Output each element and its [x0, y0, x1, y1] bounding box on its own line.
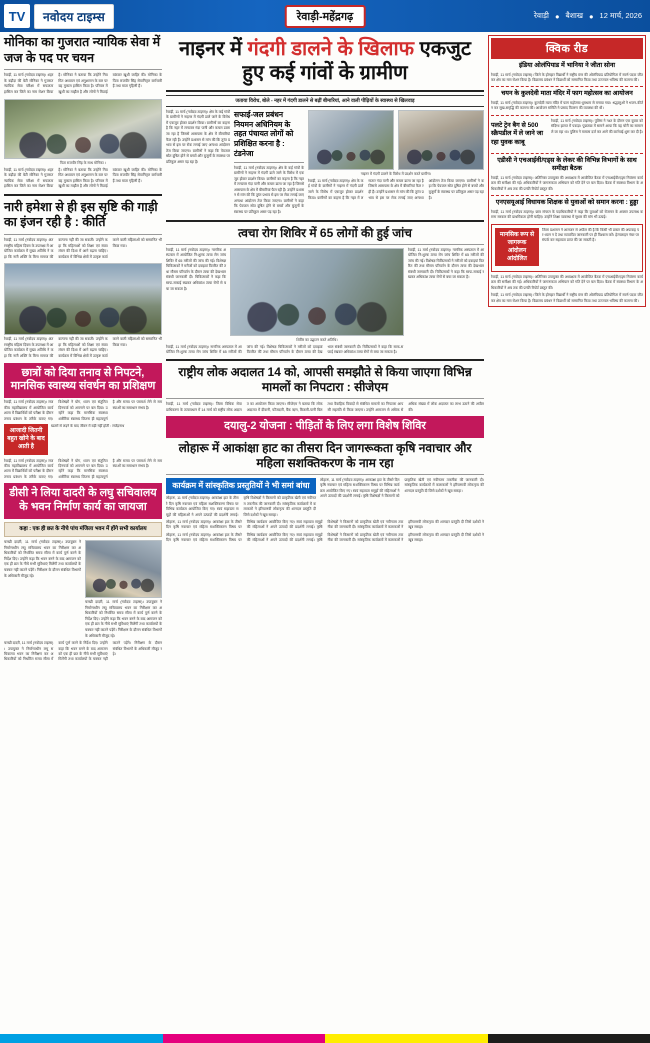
- divider-m6: [166, 474, 484, 475]
- left-lead-headline: मोनिका का गुजरात न्यायिक सेवा में जज के पद पर चयन: [4, 35, 161, 65]
- left-story4-body: चरखी दादरी, 11 मार्च (नवोदय टाइम्स)। उपायुक्त ने निर्माणाधीन लघु सचिवालय भवन का निरीक्षण कर अधिकारियों को निर्धारित समय सीमा में कार्य पूर्ण करने के निर्देश दिए। उन्होंने कहा कि भवन बनने के बाद आमजन को एक ही छत के नीचे सभी सुविधाएं मिलेंगी तथा कार्यालयों के चक्कर नहीं काटने पड़ेंगे। निरीक्षण के दौरान संबंधित विभागों के अधिकारी मौजूद रहे।: [4, 540, 81, 578]
- lohar-sub-banner: कार्यक्रम में सांस्कृतिक प्रस्तुतियों ने भी समां बांधा: [166, 478, 316, 494]
- side-note-badge: मानसिक रूप से जागरूक आंदोलन आंदोलित: [495, 228, 539, 266]
- qr-item-1-body: रेवाड़ी, 11 मार्च (नवोदय टाइम्स)। कुलदेवी माता मंदिर में फाग महोत्सव धूमधाम से मनाया गया। श्रद्धालुओं ने भजन-कीर्तन कर सुख-समृद्धि की कामना की। आयोजन समिति ने प्रसाद वितरण की व्यवस्था की थी।: [491, 101, 643, 111]
- skin-camp-caption: शिविर का उद्घाटन करते अतिथि।: [296, 337, 338, 342]
- left-banner-2: डीसी ने लिया दादरी के लघु सचिवालय के भवन निर्माण कार्य का जायजा: [4, 483, 162, 519]
- left-lead-body-cont: रेवाड़ी, 11 मार्च (नवोदय टाइम्स)। शहर के बड़ौदा की बेटी मोनिका ने गुजरात न्यायिक सेवा परीक्षा में सफलता हासिल कर जिले का नाम रोशन किया है। मोनिका ने बताया कि उन्होंने नियमित अध्ययन एवं अनुशासन के बल पर यह मुकाम हासिल किया है। परिवार में खुशी का माहौल है और लोगों ने मिठाई बांटकर खुशी जाहिर की। मोनिका के पिता राजवीर सिंह सेवानिवृत्त कर्मचारी हैं तथा माता गृहिणी हैं।: [4, 167, 162, 189]
- main-body-col3: रेवाड़ी, 11 मार्च (नवोदय टाइम्स)। क्षेत्र के कई गांवों के ग्रामीणों ने नाइनर में गंदगी डाले जाने के विरोध में एकजुट होकर प्रदर्शन किया। ग्रामीणों का कहना है कि नहर में लगातार गंदा पानी और कचरा डाला जा रहा है जिससे आसपास के क्षेत्र में बीमारियां फैल रही हैं। उन्होंने प्रशासन से मांग की कि तुरंत प्रभाव से इस पर रोक लगाई जाए अन्यथा आंदोलन तेज किया जाएगा। ग्रामीणों ने कहा कि पेयजल स्रोत दूषित होने से बच्चों और बुजुर्गों के स्वास्थ्य पर प्रतिकूल असर पड़ रहा है।: [308, 178, 484, 200]
- qr-sep-3: [491, 195, 643, 196]
- side-note-body: जिला प्रशासन ने आमजन से अपील की है कि किसी भी प्रकार की अफवाह पर ध्यान न दें तथा सत्यापित जानकारी पर ही विश्वास करें। हेल्पलाइन नंबर पर संपर्क कर सहायता प्राप्त की जा सकती है।: [542, 227, 639, 243]
- skin-camp-body-1: रेवाड़ी, 11 मार्च (नवोदय टाइम्स)। नागरिक अस्पताल में आयोजित नि:शुल्क त्वचा रोग जांच शिविर में 65 मरीजों की जांच की गई। विशेषज्ञ चिकित्सकों ने मरीजों को दवाइयां वितरित कीं तथा मौसम परिवर्तन के दौरान त्वचा की देखभाल संबंधी जानकारी दी। चिकित्सकों ने कहा कि साफ-सफाई रखकर अधिकांश त्वचा रोगों से बचा जा सकता है।: [166, 247, 226, 291]
- cmyk-yellow: [325, 1034, 488, 1043]
- left-story4-photo: [85, 540, 162, 598]
- qr-sep-0: [491, 86, 643, 87]
- masthead-dot2: ●: [589, 11, 594, 21]
- main-photo-2: [398, 110, 484, 170]
- skin-camp-photo: [230, 248, 404, 336]
- divider-m5: [166, 398, 484, 399]
- masthead-meta: [534, 11, 646, 21]
- qr-item-4-headline: एनएसयूआई विधायक शिक्षक से युवाओं को समान करना : हुड्डा: [495, 199, 639, 207]
- cmyk-black: [488, 1034, 650, 1043]
- page-content: [0, 32, 650, 1035]
- lohar-body-2: लोहारू, 11 मार्च (नवोदय टाइम्स)। आकांक्षा हाट के तीसरे दिन कृषि नवाचार एवं महिला सशक्तिकरण विषय पर विभिन्न कार्यक्रम आयोजित किए गए। स्वयं सहायता समूहों की महिलाओं ने अपने उत्पादों की प्रदर्शनी लगाई। कृषि विशेषज्ञों ने किसानों को प्राकृतिक खेती एवं नवीनतम तकनीक की जानकारी दी। सांस्कृतिक कार्यक्रमों में कलाकारों ने हरियाणवी लोकनृत्य की शानदार प्रस्तुति दी जिसे दर्शकों ने खूब सराहा।: [320, 477, 484, 499]
- lohar-headline: लोहारू में आकांक्षा हाट का तीसरा दिन जागरूकता कृषि नवाचार और महिला सशक्तिकरण के नाम रहा: [178, 440, 472, 470]
- main-photo-1: [308, 110, 394, 170]
- masthead-day: बैशाख: [565, 11, 583, 20]
- cmyk-cyan: [0, 1034, 163, 1043]
- qr-filler-body: रेवाड़ी, 11 मार्च (नवोदय टाइम्स)। अतिरिक्त उपायुक्त की अध्यक्षता में आयोजित बैठक में एचआईवी/एड्स नियंत्रण कार्यक्रम की समीक्षा की गई। अधिकारियों ने जागरूकता अभियान को गति देने पर बल दिया। बैठक में स्वास्थ्य विभाग के अधिकारियों ने अब तक की प्रगति रिपोर्ट प्रस्तुत की।: [491, 275, 643, 290]
- tv-icon: TV: [4, 4, 30, 28]
- divider-m2: [166, 220, 484, 222]
- main-body-col2: रेवाड़ी, 11 मार्च (नवोदय टाइम्स)। क्षेत्र के कई गांवों के ग्रामीणों ने नाइनर में गंदगी डाले जाने के विरोध में एकजुट होकर प्रदर्शन किया। ग्रामीणों का कहना है कि नहर में लगातार गंदा पानी और कचरा डाला जा रहा है जिससे आसपास के क्षेत्र में बीमारियां फैल रही हैं। उन्होंने प्रशासन से मांग की कि तुरंत प्रभाव से इस पर रोक लगाई जाए अन्यथा आंदोलन तेज किया जाएगा। ग्रामीणों ने कहा कि पेयजल स्रोत दूषित होने से बच्चों और बुजुर्गों के स्वास्थ्य पर प्रतिकूल असर पड़ रहा है।: [234, 165, 304, 215]
- left-story3-body: रेवाड़ी, 11 मार्च (नवोदय टाइम्स)। राजकीय महाविद्यालय में आयोजित कार्यशाला में विद्यार्थियों को परीक्षा के दौरान तनाव प्रबंधन के तरीके बताए गए। विशेषज्ञों ने योग, ध्यान एवं संतुलित दिनचर्या को अपनाने पर बल दिया। उन्होंने कहा कि मानसिक स्वास्थ्य शारीरिक स्वास्थ्य जितना ही महत्वपूर्ण है और समय पर परामर्श लेने से समस्याओं का समाधान संभव है।: [4, 400, 162, 421]
- cmyk-registration-bar: [0, 1034, 650, 1043]
- quick-read-title: क्विक रीड: [491, 38, 643, 59]
- left-story2-headline: नारी हमेशा से ही इस सृष्टि की गाड़ी का इंजन रही है : कीर्ति: [4, 199, 158, 230]
- cmyk-magenta: [163, 1034, 326, 1043]
- lohar-body-4: लोहारू, 11 मार्च (नवोदय टाइम्स)। आकांक्षा हाट के तीसरे दिन कृषि नवाचार एवं महिला सशक्तिकरण विषय पर विभिन्न कार्यक्रम आयोजित किए गए। स्वयं सहायता समूहों की महिलाओं ने अपने उत्पादों की प्रदर्शनी लगाई। कृषि विशेषज्ञों ने किसानों को प्राकृतिक खेती एवं नवीनतम तकनीक की जानकारी दी। सांस्कृतिक कार्यक्रमों में कलाकारों ने हरियाणवी लोकनृत्य की शानदार प्रस्तुति दी जिसे दर्शकों ने खूब सराहा।: [166, 532, 484, 543]
- divider-m3: [166, 244, 484, 245]
- main-headline-wrap: [166, 35, 484, 92]
- divider-2: [4, 194, 162, 196]
- left-story4-body-extra: चरखी दादरी, 11 मार्च (नवोदय टाइम्स)। उपायुक्त ने निर्माणाधीन लघु सचिवालय भवन का निरीक्षण कर अधिकारियों को निर्धारित समय सीमा में कार्य पूर्ण करने के निर्देश दिए। उन्होंने कहा कि भवन बनने के बाद आमजन को एक ही छत के नीचे सभी सुविधाएं मिलेंगी तथा कार्यालयों के चक्कर नहीं काटने पड़ेंगे। निरीक्षण के दौरान संबंधित विभागों के अधिकारी मौजूद रहे।: [4, 641, 162, 662]
- main-headline-red: गंदगी डालने के खिलाफ: [247, 38, 415, 60]
- left-lead-caption: पिता राजवीर सिंह के साथ मोनिका ।: [59, 160, 107, 165]
- lok-adalat-headline: राष्ट्रीय लोक अदालत 14 को, आपसी समझौते से किया जाएगा विभिन्न मामलों का निपटारा : सीजेएम: [178, 365, 472, 395]
- masthead-dot: ●: [555, 11, 560, 21]
- dayalu-banner: दयालु-2 योजना : पीड़ितों के लिए लगा विशेष शिविर: [166, 416, 484, 438]
- left-lead-body: रेवाड़ी, 11 मार्च (नवोदय टाइम्स)। शहर के बड़ौदा की बेटी मोनिका ने गुजरात न्यायिक सेवा परीक्षा में सफलता हासिल कर जिले का नाम रोशन किया है। मोनिका ने बताया कि उन्होंने नियमित अध्ययन एवं अनुशासन के बल पर यह मुकाम हासिल किया है। परिवार में खुशी का माहौल है और लोगों ने मिठाई बांटकर खुशी जाहिर की। मोनिका के पिता राजवीर सिंह सेवानिवृत्त कर्मचारी हैं तथा माता गृहिणी हैं।: [4, 73, 162, 94]
- divider: [4, 69, 162, 70]
- left-column: [4, 35, 162, 1031]
- right-column: [488, 35, 646, 1031]
- qr-item-2-headline: पलटे ट्रेन बैग से 500 स्क्रैपडील में ले जाने जा रहा युवक काबू: [491, 121, 544, 147]
- quick-read-box: [488, 35, 646, 307]
- qr-item-4-body: रेवाड़ी, 11 मार्च (नवोदय टाइम्स)। छात्र संगठन के पदाधिकारियों ने कहा कि युवाओं को रोजगार के अवसर उपलब्ध कराना सरकार की प्राथमिकता होनी चाहिए। उन्होंने शिक्षा व्यवस्था में सुधार की मांग भी उठाई।: [491, 209, 643, 220]
- lohar-body-1: लोहारू, 11 मार्च (नवोदय टाइम्स)। आकांक्षा हाट के तीसरे दिन कृषि नवाचार एवं महिला सशक्तिकरण विषय पर विभिन्न कार्यक्रम आयोजित किए गए। स्वयं सहायता समूहों की महिलाओं ने अपने उत्पादों की प्रदर्शनी लगाई। कृषि विशेषज्ञों ने किसानों को प्राकृतिक खेती एवं नवीनतम तकनीक की जानकारी दी। सांस्कृतिक कार्यक्रमों में कलाकारों ने हरियाणवी लोकनृत्य की शानदार प्रस्तुति दी जिसे दर्शकों ने खूब सराहा।: [166, 496, 316, 517]
- side-note: [491, 224, 643, 272]
- divider-3: [4, 234, 162, 235]
- middle-column: [166, 35, 484, 1031]
- left-quote-text: खतरों से लड़ने के बाद जीवन में बड़ी नहीं होती : राजेंद्रनाथ: [51, 424, 125, 429]
- left-banner-1: छात्रों को दिया तनाव से निपटने, मानसिक स्वास्थ्य संवर्धन का प्रशिक्षण: [4, 363, 162, 399]
- edition-badge: रेवाड़ी-महेंद्रगढ़: [285, 5, 366, 28]
- left-lead-photo: [4, 99, 162, 159]
- qr-item-2: [491, 119, 643, 150]
- divider-m1: [234, 162, 304, 163]
- main-subhead: जताया विरोध, बोले - नहर में गंदगी डालने से बढ़ीं बीमारियां, आने वाली पीढ़ियों के स्वास्थ्य से खिलवाड़: [166, 95, 484, 107]
- lohar-body-3: लोहारू, 11 मार्च (नवोदय टाइम्स)। आकांक्षा हाट के तीसरे दिन कृषि नवाचार एवं महिला सशक्तिकरण विषय पर विभिन्न कार्यक्रम आयोजित किए गए। स्वयं सहायता समूहों की महिलाओं ने अपने उत्पादों की प्रदर्शनी लगाई। कृषि विशेषज्ञों ने किसानों को प्राकृतिक खेती एवं नवीनतम तकनीक की जानकारी दी। सांस्कृतिक कार्यक्रमों में कलाकारों ने हरियाणवी लोकनृत्य की शानदार प्रस्तुति दी जिसे दर्शकों ने खूब सराहा।: [166, 519, 484, 530]
- qr-sep-1: [491, 115, 643, 116]
- lok-adalat-body: रेवाड़ी, 11 मार्च (नवोदय टाइम्स)। जिला विधिक सेवा प्राधिकरण के तत्वावधान में 14 मार्च को राष्ट्रीय लोक अदालत का आयोजन किया जाएगा। सीजेएम ने बताया कि लोक अदालत में दीवानी, फौजदारी, बैंक ऋण, बिजली-पानी बिल तथा वैवाहिक विवादों से संबंधित मामलों का निपटारा आपसी सहमति से किया जाएगा। उन्होंने आमजन से अधिक से अधिक संख्या में लोक अदालत का लाभ उठाने की अपील की।: [166, 402, 484, 412]
- main-highlight: सफाई-जल प्रबंधन नियमन अधिनियम के तहत पंचायत लोगों को प्रशिक्षित करना है : टंडनेजा: [234, 109, 294, 158]
- main-headline-part2: एकजुट हुए कई गांवों के ग्रामीण: [242, 38, 471, 85]
- skin-camp-body-3: रेवाड़ी, 11 मार्च (नवोदय टाइम्स)। नागरिक अस्पताल में आयोजित नि:शुल्क त्वचा रोग जांच शिविर में 65 मरीजों की जांच की गई। विशेषज्ञ चिकित्सकों ने मरीजों को दवाइयां वितरित कीं तथा मौसम परिवर्तन के दौरान त्वचा की देखभाल संबंधी जानकारी दी। चिकित्सकों ने कहा कि साफ-सफाई रखकर अधिकांश त्वचा रोगों से बचा जा सकता है।: [166, 344, 404, 355]
- divider-m4: [166, 359, 484, 361]
- left-quote-badge: आजादी जितनी बहुत खोने के बाद आती है: [4, 424, 48, 454]
- skin-camp-body-2: रेवाड़ी, 11 मार्च (नवोदय टाइम्स)। नागरिक अस्पताल में आयोजित नि:शुल्क त्वचा रोग जांच शिविर में 65 मरीजों की जांच की गई। विशेषज्ञ चिकित्सकों ने मरीजों को दवाइयां वितरित कीं तथा मौसम परिवर्तन के दौरान त्वचा की देखभाल संबंधी जानकारी दी। चिकित्सकों ने कहा कि साफ-सफाई रखकर अधिकांश त्वचा रोगों से बचा जा सकता है।: [408, 247, 484, 280]
- qr-sep-2: [491, 153, 643, 154]
- left-story2-photo: [4, 263, 162, 335]
- left-story4-kicker: कहा : एक ही छत के नीचे पांच मंजिला भवन में होंगे सभी कार्यालय: [4, 522, 162, 538]
- qr-item-2-body: रेवाड़ी, 11 मार्च (नवोदय टाइम्स)। पुलिस ने गश्त के दौरान एक युवक को संदिग्ध हालत में पकड़ा। पूछताछ में सामने आया कि वह चोरी का सामान ले जा रहा था। पुलिस ने मामला दर्ज कर आगे की कार्रवाई शुरू कर दी है।: [551, 118, 643, 134]
- masthead-date: 12 मार्च, 2026: [599, 11, 642, 20]
- left-story3-body-cont: रेवाड़ी, 11 मार्च (नवोदय टाइम्स)। राजकीय महाविद्यालय में आयोजित कार्यशाला में विद्यार्थियों को परीक्षा के दौरान तनाव प्रबंधन के तरीके बताए गए। विशेषज्ञों ने योग, ध्यान एवं संतुलित दिनचर्या को अपनाने पर बल दिया। उन्होंने कहा कि मानसिक स्वास्थ्य शारीरिक स्वास्थ्य जितना ही महत्वपूर्ण है और समय पर परामर्श लेने से समस्याओं का समाधान संभव है।: [4, 458, 162, 479]
- qr-item-3-headline: एडीसी ने एचआईवी/एड्स के लेकर की विभिन्न विभागों के साथ समीक्षा बैठक: [497, 156, 637, 173]
- main-headline: [166, 35, 484, 88]
- main-photo-caption: नाइनर में गंदगी डालने के विरोध में प्रदर्शन करते ग्रामीण।: [360, 171, 432, 176]
- qr-item-0-headline: इंडिया ओलंपियाड में भानिया ने जीता सोना: [518, 62, 616, 69]
- main-body-col1: रेवाड़ी, 11 मार्च (नवोदय टाइम्स)। क्षेत्र के कई गांवों के ग्रामीणों ने नाइनर में गंदगी डाले जाने के विरोध में एकजुट होकर प्रदर्शन किया। ग्रामीणों का कहना है कि नहर में लगातार गंदा पानी और कचरा डाला जा रहा है जिससे आसपास के क्षेत्र में बीमारियां फैल रही हैं। उन्होंने प्रशासन से मांग की कि तुरंत प्रभाव से इस पर रोक लगाई जाए अन्यथा आंदोलन तेज किया जाएगा। ग्रामीणों ने कहा कि पेयजल स्रोत दूषित होने से बच्चों और बुजुर्गों के स्वास्थ्य पर प्रतिकूल असर पड़ रहा है।: [166, 109, 230, 164]
- brand-block: [34, 4, 114, 29]
- skin-camp-headline: त्वचा रोग शिविर में 65 लोगों की हुई जांच: [238, 225, 412, 240]
- qr-item-0-body: रेवाड़ी, 11 मार्च (नवोदय टाइम्स)। जिले के होनहार विद्यार्थी ने राष्ट्रीय स्तर की ओलंपियाड प्रतियोगिता में स्वर्ण पदक जीतकर क्षेत्र का नाम रोशन किया है। विद्यालय प्रबंधन ने विद्यार्थी को सम्मानित किया तथा उज्ज्वल भविष्य की कामना की।: [491, 72, 643, 83]
- left-story2-body-cont: रेवाड़ी, 11 मार्च (नवोदय टाइम्स)। अंतरराष्ट्रीय महिला दिवस के उपलक्ष्य में आयोजित कार्यक्रम में मुख्य अतिथि ने कहा कि नारी शक्ति के बिना समाज की कल्पना नहीं की जा सकती। उन्होंने कहा कि महिलाओं को शिक्षा एवं स्वावलंबन की दिशा में आगे बढ़ना चाहिए। कार्यक्रम में विभिन्न क्षेत्रों में उत्कृष्ट कार्य करने वाली महिलाओं को सम्मानित भी किया गया।: [4, 337, 162, 358]
- brand-name: नवोदय टाइम्स: [34, 4, 114, 29]
- left-story2-body: रेवाड़ी, 11 मार्च (नवोदय टाइम्स)। अंतरराष्ट्रीय महिला दिवस के उपलक्ष्य में आयोजित कार्यक्रम में मुख्य अतिथि ने कहा कि नारी शक्ति के बिना समाज की कल्पना नहीं की जा सकती। उन्होंने कहा कि महिलाओं को शिक्षा एवं स्वावलंबन की दिशा में आगे बढ़ना चाहिए। कार्यक्रम में विभिन्न क्षेत्रों में उत्कृष्ट कार्य करने वाली महिलाओं को सम्मानित भी किया गया।: [4, 238, 162, 259]
- qr-filler-body-2: रेवाड़ी, 11 मार्च (नवोदय टाइम्स)। जिले के होनहार विद्यार्थी ने राष्ट्रीय स्तर की ओलंपियाड प्रतियोगिता में स्वर्ण पदक जीतकर क्षेत्र का नाम रोशन किया है। विद्यालय प्रबंधन ने विद्यार्थी को सम्मानित किया तथा उज्ज्वल भविष्य की कामना की।: [491, 293, 643, 303]
- left-story4-body-cont: चरखी दादरी, 11 मार्च (नवोदय टाइम्स)। उपायुक्त ने निर्माणाधीन लघु सचिवालय भवन का निरीक्षण कर अधिकारियों को निर्धारित समय सीमा में कार्य पूर्ण करने के निर्देश दिए। उन्होंने कहा कि भवन बनने के बाद आमजन को एक ही छत के नीचे सभी सुविधाएं मिलेंगी तथा कार्यालयों के चक्कर नहीं काटने पड़ेंगे। निरीक्षण के दौरान संबंधित विभागों के अधिकारी मौजूद रहे।: [85, 600, 162, 638]
- masthead-place: रेवाड़ी: [533, 11, 549, 20]
- qr-item-1-headline: चयन के कुलदेवी माता मंदिर में फाग महोत्सव का आयोजन: [501, 90, 633, 98]
- qr-item-3-body: रेवाड़ी, 11 मार्च (नवोदय टाइम्स)। अतिरिक्त उपायुक्त की अध्यक्षता में आयोजित बैठक में एचआईवी/एड्स नियंत्रण कार्यक्रम की समीक्षा की गई। अधिकारियों ने जागरूकता अभियान को गति देने पर बल दिया। बैठक में स्वास्थ्य विभाग के अधिकारियों ने अब तक की प्रगति रिपोर्ट प्रस्तुत की।: [491, 176, 643, 191]
- masthead: [0, 0, 650, 32]
- main-headline-part1: नाइनर में: [179, 38, 248, 60]
